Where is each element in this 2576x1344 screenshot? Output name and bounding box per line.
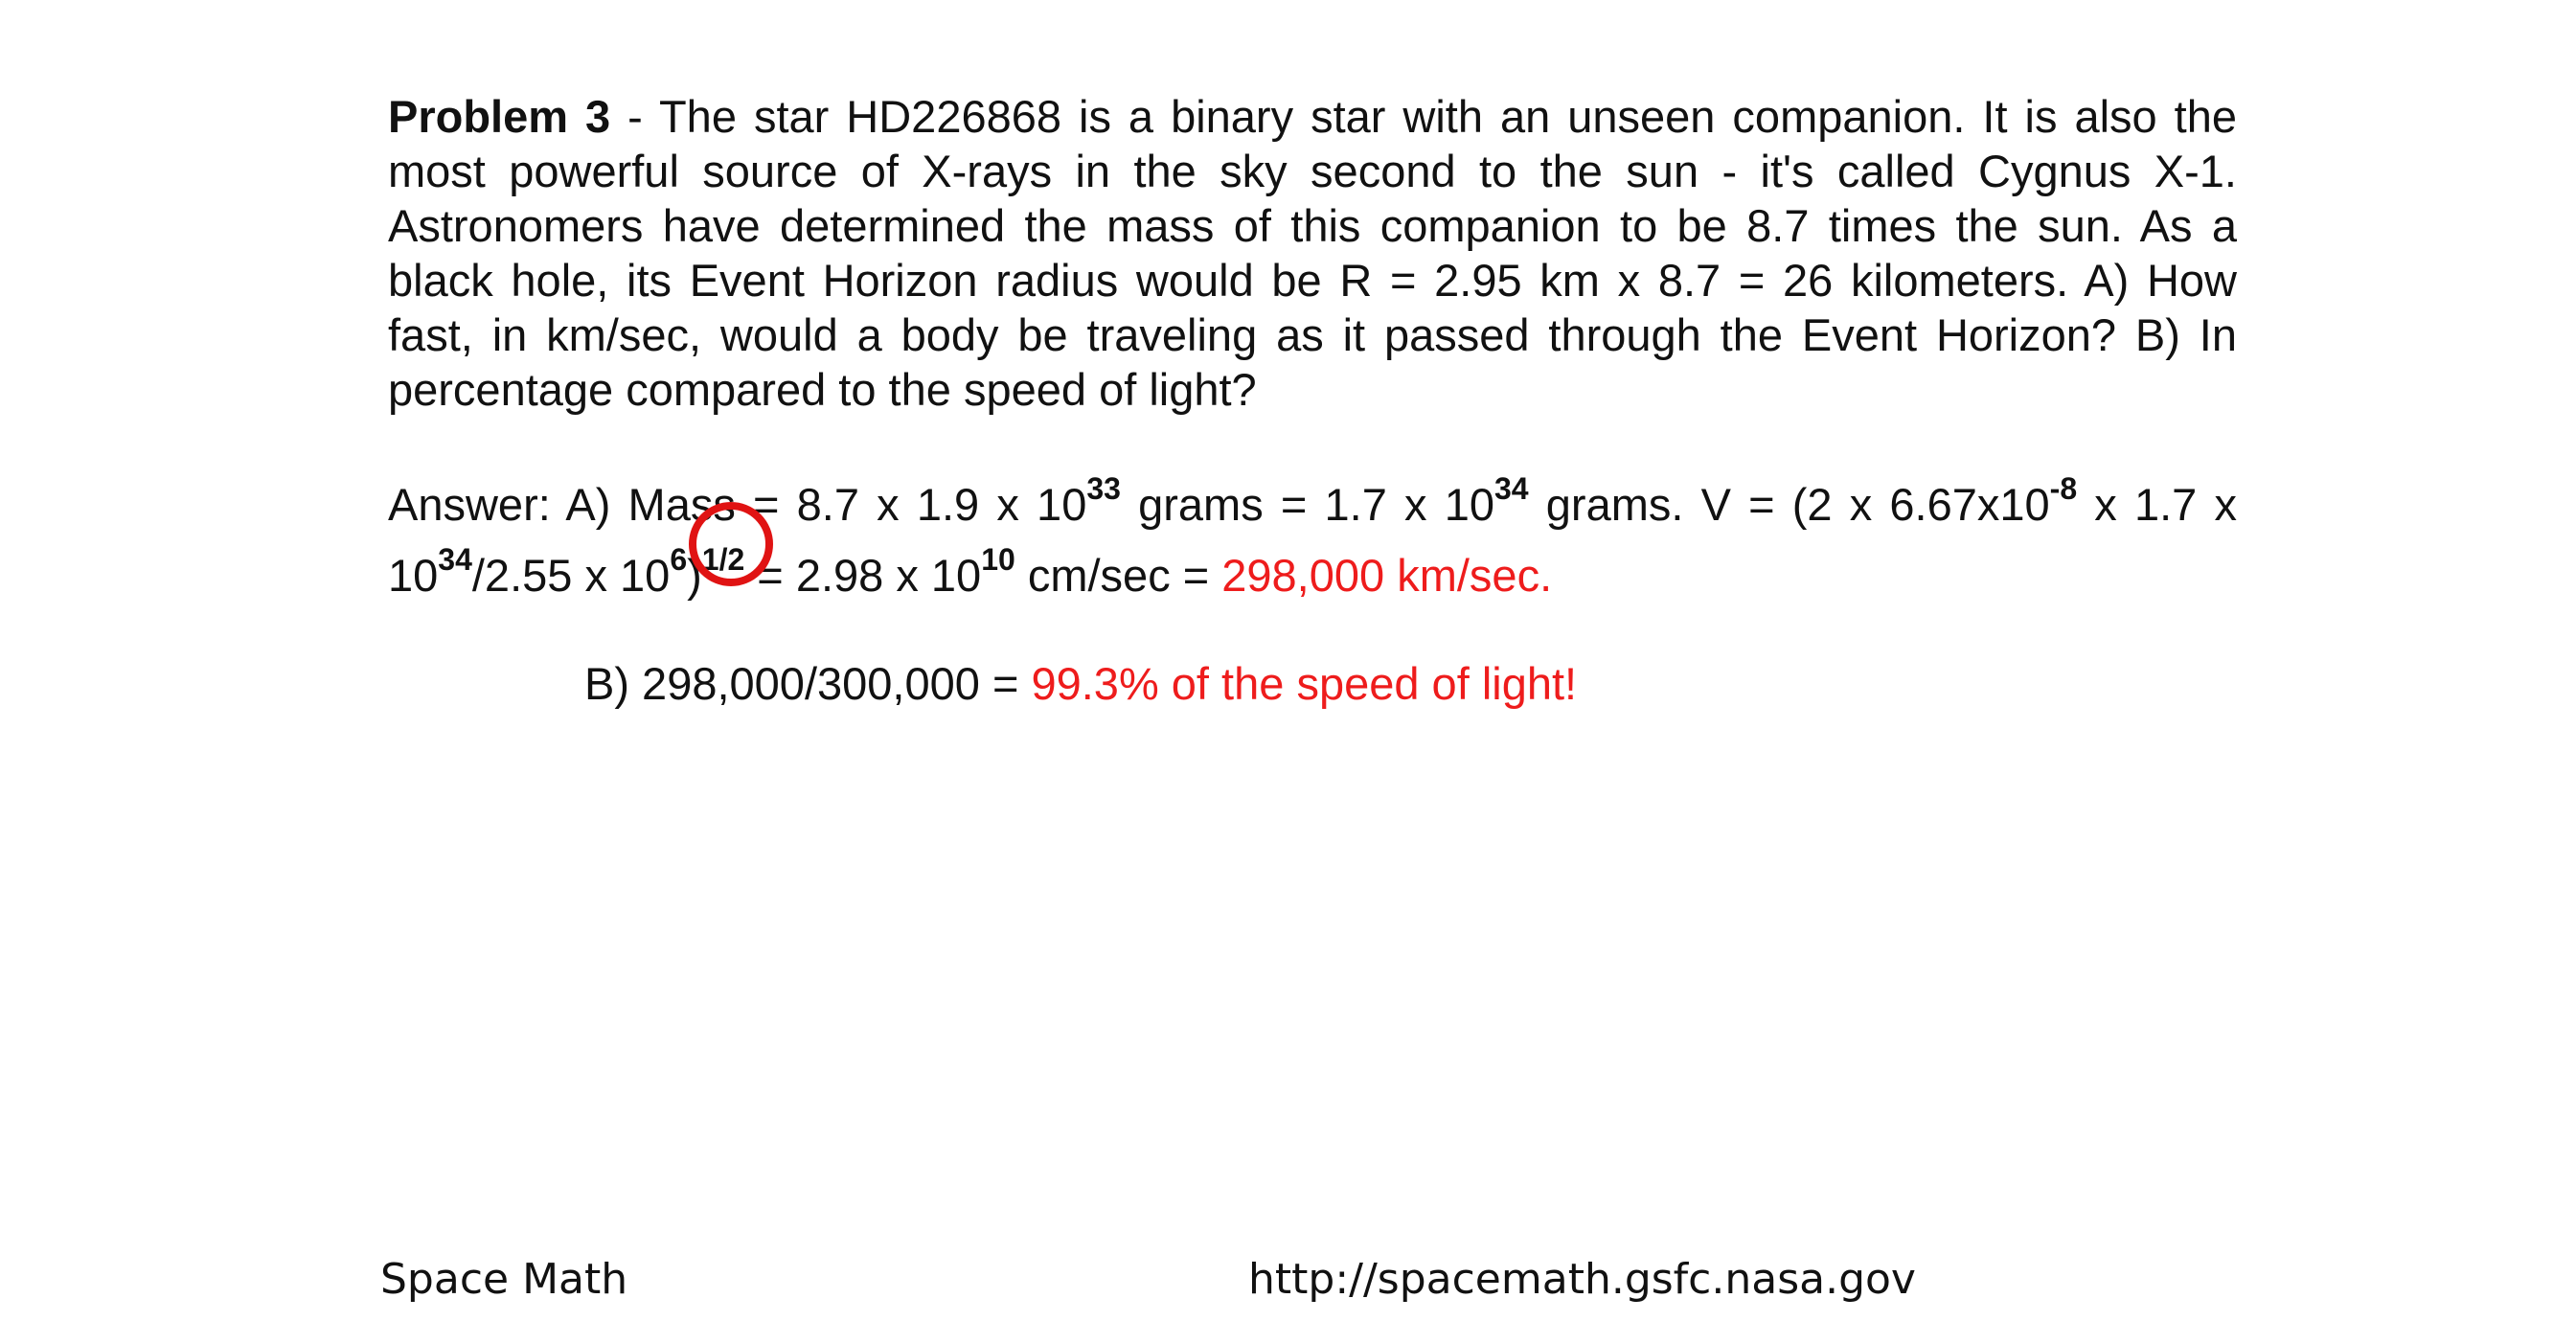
exponent-34-second: 34 [438, 542, 472, 577]
answer-b-text: B) 298,000/300,000 = [584, 658, 1032, 709]
answer-a-text-2: grams = 1.7 x 10 [1120, 479, 1494, 530]
answer-a-text-1: Answer: A) Mass = 8.7 x 1.9 x 10 [388, 479, 1087, 530]
answer-b-result: 99.3% of the speed of light! [1031, 658, 1578, 709]
exponent-34: 34 [1494, 471, 1529, 506]
red-circle-annotation [689, 502, 773, 586]
problem-statement [388, 89, 2237, 417]
answer-a [388, 469, 2237, 611]
answer-a-text-7: = 2.98 x 10 [744, 550, 982, 601]
footer-url[interactable]: http://spacemath.gsfc.nasa.gov [1248, 1255, 1916, 1304]
footer-brand: Space Math [380, 1255, 628, 1304]
answer-a-text-3: grams. V = (2 x 6.67x10 [1528, 479, 2050, 530]
exponent-minus-8: -8 [2049, 471, 2078, 506]
exponent-10: 10 [981, 542, 1015, 577]
exponent-33: 33 [1086, 471, 1121, 506]
answer-b [584, 657, 1577, 710]
problem-text: - The star HD226868 is a binary star with an unseen companion. It is also the most powerful source of X-rays in the sky second to the sun - it's called Cygnus X-1. Astronomers have determined the mass of this companion to be 8.7 times the sun. As a black hole, its Event Horizon radius would be R = 2.95 km x 8.7 = 26 kilometers. A) How fast, in km/sec, would a body be traveling as it passed through the Event Horizon? B) In percentage compared to the speed of light? [388, 91, 2237, 415]
problem-heading: Problem 3 [388, 91, 611, 142]
annotated-exponent [702, 540, 744, 611]
answer-a-text-4: x 1.7 x 10 [388, 479, 2238, 601]
answer-a-text-5: /2.55 x 10 [471, 550, 671, 601]
exponent-half: 1/2 [701, 542, 745, 577]
answer-a-text-8: cm/sec = [1014, 550, 1222, 601]
answer-a-result: 298,000 km/sec. [1221, 550, 1553, 601]
exponent-6: 6 [670, 542, 688, 577]
answer-a-text-6: ) [687, 550, 702, 601]
